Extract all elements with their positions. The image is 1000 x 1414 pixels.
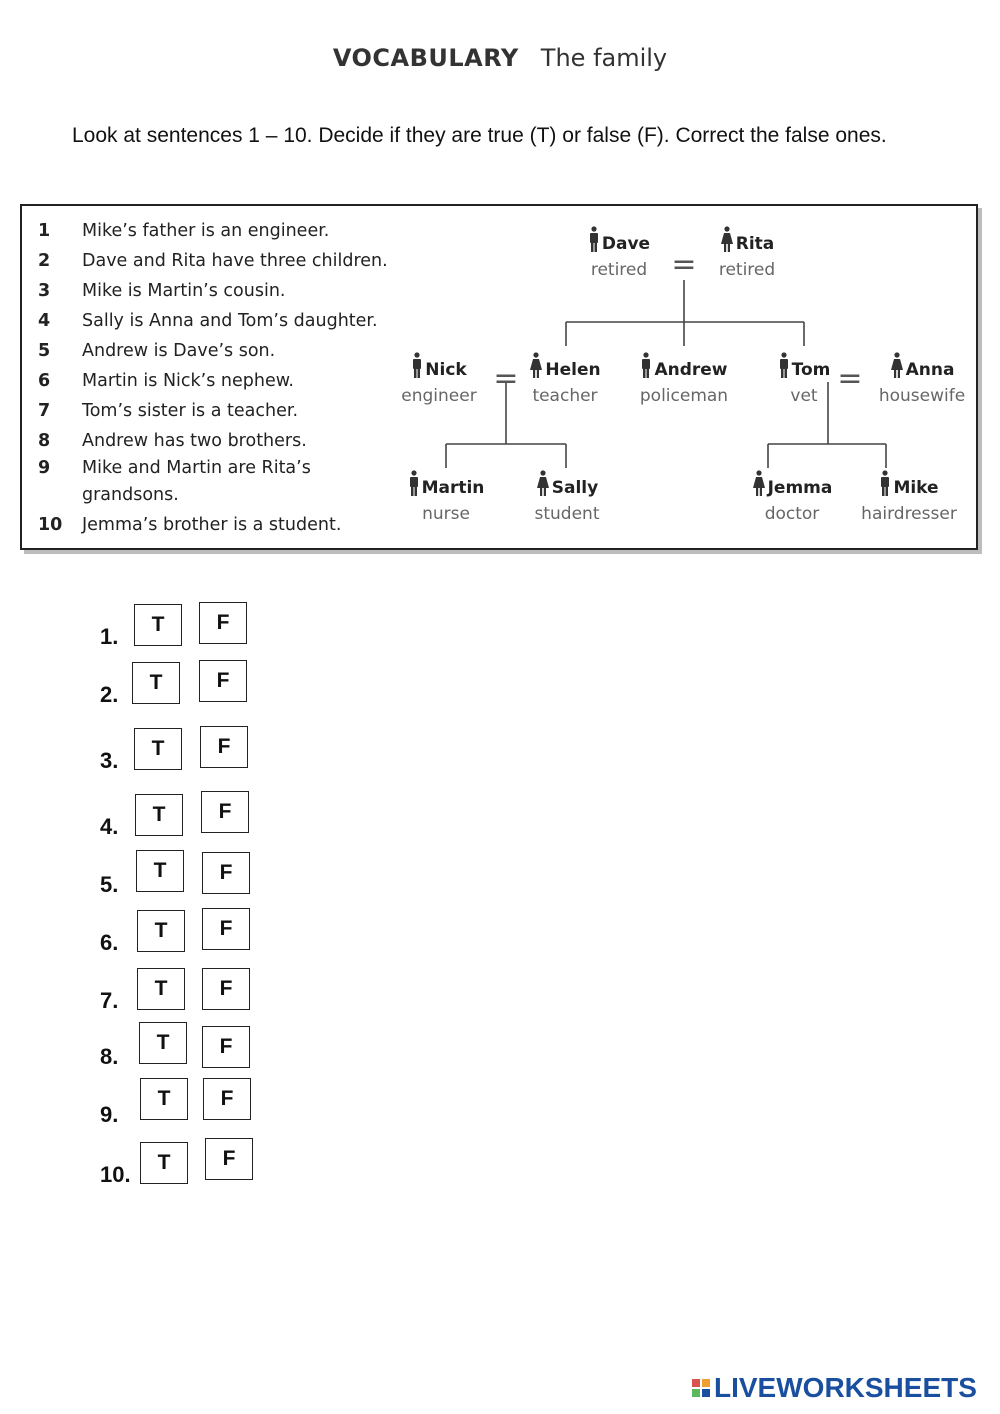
person-name: Nick: [425, 360, 467, 380]
title-topic: The family: [540, 44, 668, 72]
person-jemma: [742, 470, 842, 524]
answer-row-10: [100, 1142, 260, 1188]
true-box[interactable]: T: [136, 850, 184, 892]
person-dave: [574, 226, 664, 280]
person-tom: [762, 352, 846, 406]
person-job: engineer: [401, 386, 477, 406]
person-job: retired: [590, 260, 648, 280]
person-job: teacher: [532, 386, 598, 406]
false-box[interactable]: F: [199, 602, 247, 644]
person-job: vet: [790, 386, 818, 406]
answer-number: 10.: [100, 1162, 131, 1187]
person-job: nurse: [422, 504, 470, 524]
person-anna: [872, 352, 972, 406]
sentence-number: 10: [38, 515, 63, 535]
person-name: Sally: [551, 478, 599, 498]
answer-row-5: [100, 852, 260, 898]
marriage-sign: =: [671, 247, 697, 282]
sentence-text: Mike is Martin’s cousin.: [82, 281, 286, 301]
title-vocabulary: VOCABULARY: [332, 44, 519, 72]
sentence-number: 4: [38, 311, 51, 331]
answer-row-8: [100, 1024, 260, 1070]
marriage-sign: =: [837, 361, 863, 396]
answer-number: 6.: [100, 930, 119, 955]
false-box[interactable]: F: [205, 1138, 253, 1180]
person-mike: [856, 470, 962, 524]
false-box[interactable]: F: [202, 1026, 250, 1068]
sentence-number: 5: [38, 341, 51, 361]
person-name: Helen: [545, 360, 601, 380]
true-box[interactable]: T: [140, 1142, 188, 1184]
sentence-text: Tom’s sister is a teacher.: [82, 401, 299, 421]
person-name: Anna: [905, 360, 955, 380]
answer-number: 8.: [100, 1044, 119, 1069]
male-icon: [408, 470, 420, 496]
true-box[interactable]: T: [135, 794, 183, 836]
male-icon: [879, 470, 891, 496]
female-icon: [536, 470, 550, 496]
sentence-text: Andrew is Dave’s son.: [82, 341, 276, 361]
sentence-number: 8: [38, 431, 51, 451]
person-job: housewife: [878, 386, 966, 406]
sentence-number: 1: [38, 221, 51, 241]
sentence-text: Sally is Anna and Tom’s daughter.: [82, 311, 378, 331]
sentence-text: Mike’s father is an engineer.: [82, 221, 330, 241]
false-box[interactable]: F: [200, 726, 248, 768]
person-martin: [396, 470, 496, 524]
logo-text: LIVEWORKSHEETS: [714, 1372, 977, 1403]
false-box[interactable]: F: [202, 908, 250, 950]
answer-number: 4.: [100, 814, 119, 839]
sentence-text-continued: grandsons.: [82, 485, 179, 505]
sentence-text: Dave and Rita have three children.: [82, 251, 388, 271]
male-icon: [588, 226, 600, 252]
person-name: Tom: [791, 360, 831, 380]
person-job: doctor: [764, 504, 820, 524]
person-name: Jemma: [767, 478, 833, 498]
female-icon: [529, 352, 543, 378]
true-box[interactable]: T: [134, 604, 182, 646]
page-title: [0, 44, 1000, 72]
true-box[interactable]: T: [139, 1022, 187, 1064]
person-andrew: [632, 352, 736, 406]
answer-row-1: [100, 604, 260, 650]
male-icon: [778, 352, 790, 378]
female-icon: [720, 226, 734, 252]
answer-number: 1.: [100, 624, 119, 649]
answer-row-4: [100, 794, 260, 840]
true-box[interactable]: T: [132, 662, 180, 704]
true-box[interactable]: T: [134, 728, 182, 770]
liveworksheets-logo[interactable]: [692, 1372, 977, 1404]
answer-row-6: [100, 910, 260, 956]
answer-row-7: [100, 968, 260, 1014]
marriage-sign: =: [493, 361, 519, 396]
logo-grid-icon: [692, 1379, 710, 1397]
answer-row-3: [100, 728, 260, 774]
answer-number: 3.: [100, 748, 119, 773]
answer-number: 5.: [100, 872, 119, 897]
sentence-number: 7: [38, 401, 51, 421]
answer-number: 2.: [100, 682, 119, 707]
person-sally: [522, 470, 612, 524]
false-box[interactable]: F: [201, 791, 249, 833]
sentence-text: Jemma’s brother is a student.: [82, 515, 342, 535]
false-box[interactable]: F: [199, 660, 247, 702]
person-job: policeman: [639, 386, 729, 406]
person-job: retired: [718, 260, 776, 280]
sentence-number: 3: [38, 281, 51, 301]
sentence-number: 6: [38, 371, 51, 391]
female-icon: [890, 352, 904, 378]
sentence-number: 2: [38, 251, 51, 271]
person-job: student: [534, 504, 600, 524]
person-name: Rita: [735, 234, 775, 254]
sentence-number: 9: [38, 458, 51, 478]
sentence-text: Martin is Nick’s nephew.: [82, 371, 294, 391]
person-job: hairdresser: [861, 504, 957, 524]
person-name: Dave: [601, 234, 651, 254]
family-panel: [20, 204, 978, 550]
true-box[interactable]: T: [137, 968, 185, 1010]
instructions: Look at sentences 1 – 10. Decide if they are true (T) or false (F). Correct the false ones.: [72, 124, 887, 147]
answer-number: 7.: [100, 988, 119, 1013]
person-helen: [520, 352, 610, 406]
person-name: Andrew: [654, 360, 728, 380]
false-box[interactable]: F: [202, 852, 250, 894]
sentence-text: Mike and Martin are Rita’s: [82, 458, 311, 478]
person-name: Mike: [893, 478, 939, 498]
sentence-text: Andrew has two brothers.: [82, 431, 307, 451]
female-icon: [752, 470, 766, 496]
false-box[interactable]: F: [202, 968, 250, 1010]
true-box[interactable]: T: [137, 910, 185, 952]
person-nick: [394, 352, 484, 406]
person-rita: [702, 226, 792, 280]
true-box[interactable]: T: [140, 1078, 188, 1120]
person-name: Martin: [421, 478, 485, 498]
answer-row-9: [100, 1082, 260, 1128]
answer-row-2: [100, 662, 260, 708]
male-icon: [411, 352, 423, 378]
false-box[interactable]: F: [203, 1078, 251, 1120]
male-icon: [640, 352, 652, 378]
answer-number: 9.: [100, 1102, 119, 1127]
